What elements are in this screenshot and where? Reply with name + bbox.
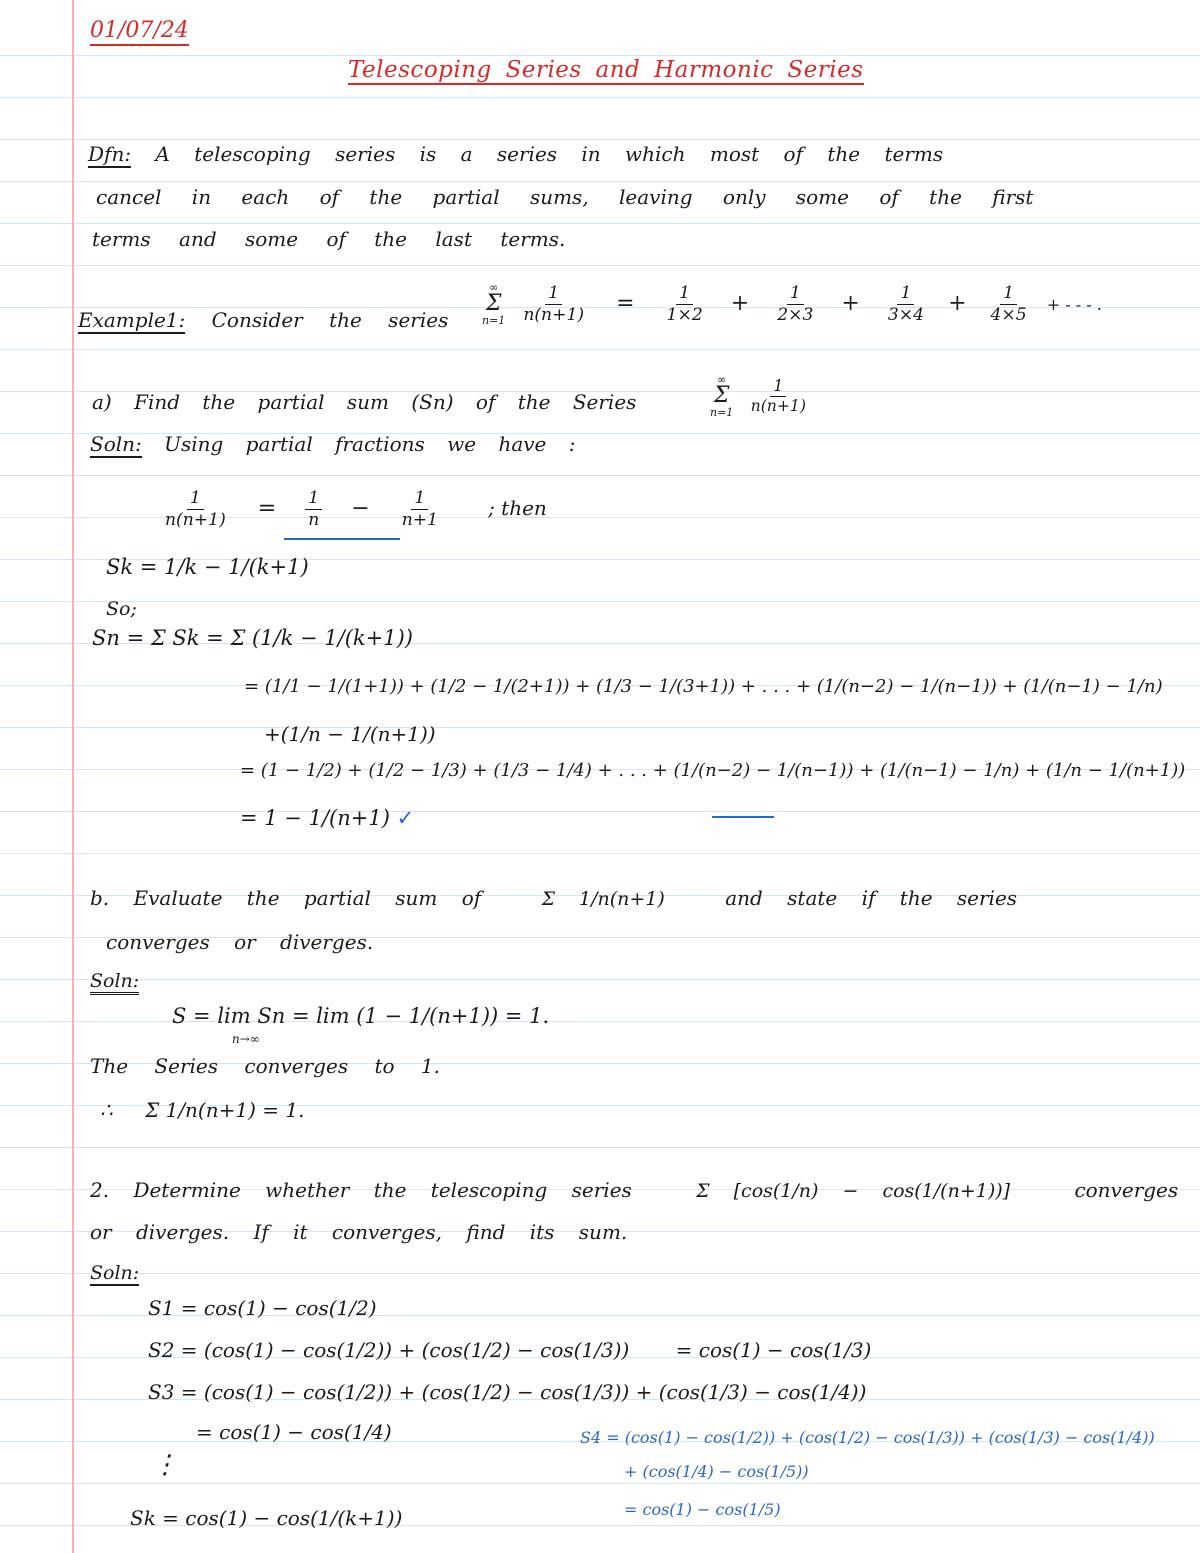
s3-line: S3 = (cos(1) − cos(1/2)) + (cos(1/2) − cos(1/3)) + (cos(1/3) − cos(1/4)) [148, 1380, 867, 1404]
notebook-margin-line [72, 0, 74, 1553]
blue-underline-partial-fraction [284, 538, 400, 540]
term-2: $\frac{1}{2\times 3}$ [777, 282, 814, 325]
sn-line-2: = (1/1 − 1/(1+1)) + (1/2 − 1/(2+1)) + (1/3 − 1/(3+1)) + . . . + (1/(n−2) − 1/(n−1)) + (1/(n−1) − 1/n) [244, 676, 1163, 697]
example1-intro [78, 308, 448, 332]
example1-label: Example1: [78, 308, 186, 332]
part-a-solution-intro [90, 432, 576, 456]
blue-underline-cancellation [712, 816, 774, 818]
part-b-conclusion-2: ∴ Σ 1/n(n+1) = 1. [100, 1098, 305, 1122]
s4-line-2: + (cos(1/4) − cos(1/5)) [624, 1462, 809, 1481]
sk-line: Sk = cos(1) − cos(1/(k+1)) [130, 1506, 403, 1530]
part-a-series: ∞ Σ n=1 $\frac{1}{n(n+1)}$ [710, 373, 806, 419]
part-b-conclusion-1: The Series converges to 1. [90, 1054, 440, 1078]
term-4: $\frac{1}{4\times 5}$ [990, 282, 1027, 325]
s3-result: = cos(1) − cos(1/4) [196, 1420, 392, 1444]
soln-label-b: Soln: [90, 970, 139, 992]
soln-label-a: Soln: [90, 432, 142, 456]
partial-fraction-equation: $\frac{1}{n(n+1)}$ = $\frac{1}{n}$ − $\frac{1}{n+1}$ ; then [165, 488, 547, 530]
page-title: Telescoping Series and Harmonic Series [348, 57, 864, 83]
part-b-line-1: b. Evaluate the partial sum of Σ 1/n(n+1) and state if the series [90, 886, 1018, 910]
therefore-symbol: ∴ [100, 1098, 113, 1122]
vertical-dots: ⋮ [152, 1450, 178, 1480]
definition-line-2: cancel in each of the partial sums, leaving only some of the first [96, 185, 1034, 209]
limit-equation: S = lim Sn = lim (1 − 1/(n+1)) = 1. [172, 1004, 550, 1028]
note-date: 01/07/24 [90, 18, 189, 46]
part-b-line-2: converges or diverges. [106, 930, 374, 954]
check-mark-icon: ✓ [396, 806, 415, 830]
example1-series-expression: ∞ Σ n=1 $\frac{1}{n(n+1)}$ = $\frac{1}{1\times 2}$ + $\frac{1}{2\times 3}$ + $\frac{1}{3\times 4}$ + $\frac{1}{4\times 5}$ + - - - . [482, 281, 1102, 327]
definition-text-1: A telescoping series is a series in which most of the terms [155, 142, 944, 166]
problem2-line-1: 2. Determine whether the telescoping series Σ [cos(1/n) − cos(1/(n+1))] converges [90, 1178, 1179, 1202]
soln-label-2: Soln: [90, 1262, 140, 1284]
s2-line: S2 = (cos(1) − cos(1/2)) + (cos(1/2) − cos(1/3)) = cos(1) − cos(1/3) [148, 1338, 872, 1362]
term-1: $\frac{1}{1\times 2}$ [666, 282, 703, 325]
definition-label: Dfn: [88, 142, 132, 166]
sn-line-4: = (1 − 1/2) + (1/2 − 1/3) + (1/3 − 1/4) + . . . + (1/(n−2) − 1/(n−1)) + (1/(n−1) − 1/n) + (1/n − 1/(n+1)) [240, 760, 1186, 781]
term-3: $\frac{1}{3\times 4}$ [887, 282, 925, 325]
definition-line-3: terms and some of the last terms. [92, 227, 566, 251]
sn-line-5: = 1 − 1/(n+1) ✓ [240, 806, 415, 830]
part-b-series: Σ 1/n(n+1) [541, 888, 665, 910]
sk-definition: Sk = 1/k − 1/(k+1) [106, 555, 309, 579]
part-a-prompt: a) Find the partial sum (Sn) of the Series [92, 390, 637, 414]
s4-line-1: S4 = (cos(1) − cos(1/2)) + (cos(1/2) − cos(1/3)) + (cos(1/3) − cos(1/4)) [580, 1428, 1155, 1447]
s1-line: S1 = cos(1) − cos(1/2) [148, 1296, 377, 1320]
summation-symbol: ∞ Σ n=1 [482, 281, 506, 327]
definition-line-1 [88, 142, 943, 166]
soln-text-a: Using partial fractions we have : [164, 432, 576, 456]
problem2-series: Σ [cos(1/n) − cos(1/(n+1))] [696, 1180, 1011, 1202]
sn-line-1: Sn = Σ Sk = Σ (1/k − 1/(k+1)) [92, 626, 413, 650]
sn-line-3: +(1/n − 1/(n+1)) [264, 722, 436, 746]
so-label: So; [106, 598, 137, 620]
general-term: $\frac{1}{n(n+1)}$ [523, 282, 585, 325]
example1-text: Consider the series [211, 308, 449, 332]
problem2-line-2: or diverges. If it converges, find its sum. [90, 1220, 628, 1244]
s4-line-3: = cos(1) − cos(1/5) [624, 1500, 781, 1519]
limit-subscript: n→∞ [232, 1032, 260, 1046]
